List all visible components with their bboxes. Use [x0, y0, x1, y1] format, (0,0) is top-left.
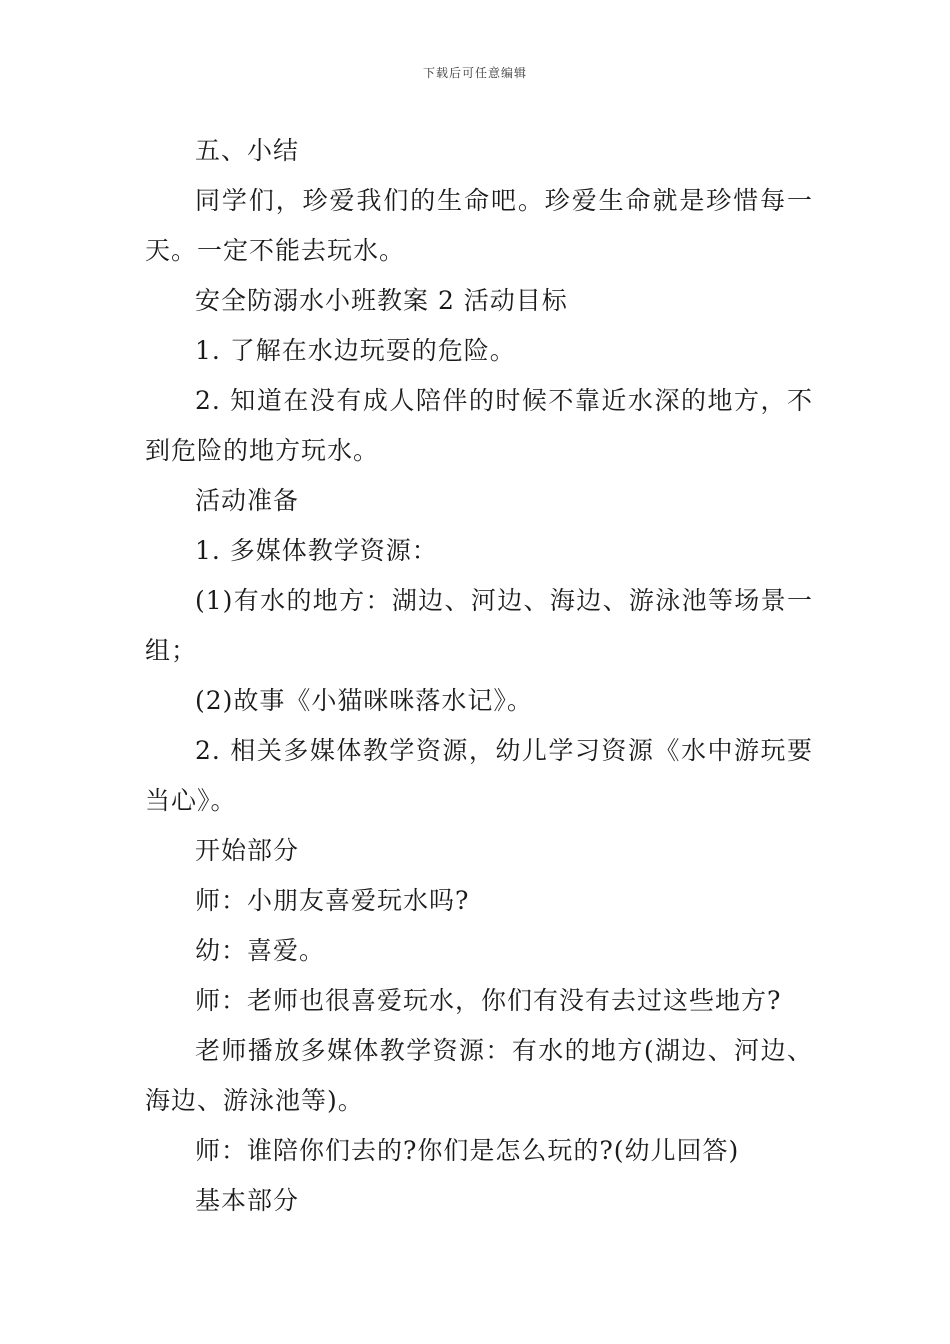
lesson-plan-title: 安全防溺水小班教案 2 活动目标 [195, 286, 568, 315]
preparation-subitem: (2)故事《小猫咪咪落水记》。 [195, 686, 533, 715]
dialogue-line: 师：小朋友喜爱玩水吗? [195, 886, 470, 915]
paragraph: 老师播放多媒体教学资源：有水的地方(湖边、河边、海边、游泳池等)。 [145, 1036, 813, 1115]
section-heading-preparation: 活动准备 [195, 486, 300, 515]
preparation-subitem: (1)有水的地方：湖边、河边、海边、游泳池等场景一组； [145, 586, 813, 665]
download-note: 下载后可任意编辑 [422, 66, 527, 80]
section-heading-summary: 五、小结 [195, 136, 300, 165]
dialogue-line: 师：谁陪你们去的?你们是怎么玩的?(幼儿回答) [195, 1136, 740, 1165]
document-body [145, 126, 813, 1226]
section-heading-start: 开始部分 [195, 836, 300, 865]
section-heading-basic: 基本部分 [195, 1186, 300, 1215]
dialogue-line: 幼：喜爱。 [195, 936, 326, 965]
paragraph: 同学们，珍爱我们的生命吧。珍爱生命就是珍惜每一天。一定不能去玩水。 [145, 186, 813, 265]
goal-item: 2. 知道在没有成人陪伴的时候不靠近水深的地方，不到危险的地方玩水。 [145, 386, 813, 465]
preparation-item: 1. 多媒体教学资源： [195, 536, 438, 565]
preparation-item: 2. 相关多媒体教学资源，幼儿学习资源《水中游玩要当心》。 [145, 736, 813, 815]
goal-item: 1. 了解在水边玩耍的危险。 [195, 336, 516, 365]
dialogue-line: 师：老师也很喜爱玩水，你们有没有去过这些地方? [195, 986, 782, 1015]
